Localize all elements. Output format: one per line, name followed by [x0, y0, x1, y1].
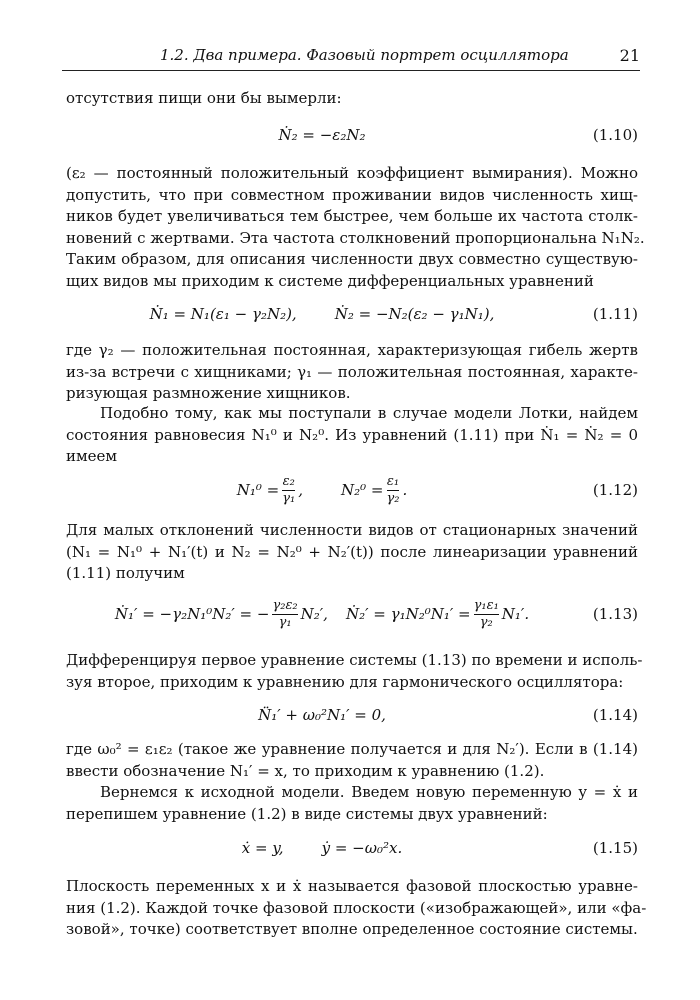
header-rule — [62, 70, 640, 71]
text-line: состояния равновесия N₁⁰ и N₂⁰. Из уравнений (1.11) при Ṅ₁ = Ṅ₂ = 0 — [66, 425, 638, 444]
equation-1-10 — [66, 115, 638, 155]
running-header — [160, 46, 640, 68]
text-line: где γ₂ — положительная постоянная, характеризующая гибель жертв — [66, 341, 638, 359]
equation-body: Ṅ₂ = −ε₂N₂ — [278, 126, 366, 144]
text-line: из-за встречи с хищниками; γ₁ — положительная постоянная, характе- — [66, 362, 638, 381]
text-line: Вернемся к исходной модели. Введем новую переменную y = ẋ и — [100, 783, 638, 801]
text-line: ризующая размножение хищников. — [66, 384, 351, 402]
equation-1-13 — [66, 594, 638, 634]
text-line: имеем — [66, 447, 118, 465]
equation-part: Ṅ₂′ = γ₁N₂⁰N₁′ = — [345, 605, 471, 623]
text-line: ния (1.2). Каждой точке фазовой плоскости («изображающей», или «фа- — [66, 898, 647, 917]
page-number: 21 — [619, 46, 640, 65]
text-line: где ω₀² = ε₁ε₂ (такое же уравнение получается и для N₂′). Если в (1.14) — [66, 740, 638, 758]
text-line: Плоскость переменных x и ẋ называется фазовой плоскостью уравне- — [66, 877, 638, 895]
equation-body — [66, 828, 578, 868]
fraction-numerator: γ₁ε₁ — [473, 597, 499, 613]
paragraph-2 — [66, 163, 645, 292]
text-line: новений с жертвами. Эта частота столкновений пропорциональна N₁N₂. — [66, 228, 645, 247]
section-title: 1.2. Два примера. Фазовый портрет осциллятора — [160, 46, 569, 64]
fraction — [387, 474, 400, 507]
fraction-numerator: ε₁ — [386, 473, 400, 489]
equation-part: , — [298, 481, 303, 499]
equation-body — [66, 470, 578, 510]
equation-part: . — [402, 481, 408, 499]
equation-1-11 — [66, 294, 638, 334]
equation-body — [66, 594, 578, 634]
equation-part: Ṅ₁ = N₁(ε₁ − γ₂N₂), — [149, 305, 297, 323]
equation-part: Ṅ₁′ = −γ₂N₁⁰N₂′ = − — [114, 605, 270, 623]
text-line: (1.11) получим — [66, 564, 185, 582]
equation-part: ẏ = −ω₀²x. — [321, 839, 403, 857]
text-line: зуя второе, приходим к уравнению для гармонического осциллятора: — [66, 672, 624, 691]
paragraph-3 — [66, 340, 638, 405]
fraction-denominator: γ₂ — [386, 490, 400, 506]
paragraph-8 — [66, 782, 638, 825]
fraction — [282, 474, 295, 507]
equation-1-15 — [66, 828, 638, 868]
equation-number: (1.10) — [592, 126, 638, 144]
paragraph-1 — [66, 88, 638, 110]
fraction-numerator: γ₂ε₂ — [272, 597, 298, 613]
equation-part: N₂′, — [300, 605, 328, 623]
equation-number: (1.12) — [592, 481, 638, 499]
equation-part: N₁′. — [501, 605, 530, 623]
equation-part: ẋ = y, — [241, 839, 284, 857]
text-line: Для малых отклонений численности видов от стационарных значений — [66, 521, 638, 539]
text-line: Подобно тому, как мы поступали в случае модели Лотки, найдем — [100, 404, 638, 422]
text-line: перепишем уравнение (1.2) в виде системы двух уравнений: — [66, 804, 548, 823]
text-line: отсутствия пищи они бы вымерли: — [66, 89, 342, 107]
paragraph-5 — [66, 520, 638, 585]
equation-body — [66, 294, 578, 334]
text-line: Дифференцируя первое уравнение системы (1.13) по времени и исполь- — [66, 651, 643, 669]
text-line: щих видов мы приходим к системе дифференциальных уравнений — [66, 271, 594, 290]
paragraph-9 — [66, 876, 647, 941]
equation-1-14 — [66, 695, 638, 735]
equation-1-12 — [66, 470, 638, 510]
equation-number: (1.14) — [592, 706, 638, 724]
equation-number: (1.13) — [592, 605, 638, 623]
fraction — [272, 598, 297, 631]
fraction-denominator: γ₁ — [282, 490, 296, 506]
text-line: Таким образом, для описания численности двух совместно существую- — [66, 250, 638, 268]
equation-part: Ṅ₂ = −N₂(ε₂ − γ₁N₁), — [334, 305, 495, 323]
text-line: (N₁ = N₁⁰ + N₁′(t) и N₂ = N₂⁰ + N₂′(t)) после линеаризации уравнений — [66, 542, 638, 561]
fraction-denominator: γ₁ — [278, 614, 292, 630]
equation-number: (1.15) — [592, 839, 638, 857]
equation-part: N₁⁰ = — [236, 481, 280, 499]
text-line: зовой», точке) соответствует вполне определенное состояние системы. — [66, 920, 638, 938]
fraction-denominator: γ₂ — [479, 614, 493, 630]
text-line: допустить, что при совместном проживании видов численность хищ- — [66, 185, 638, 204]
fraction — [474, 598, 499, 631]
equation-part: N₂⁰ = — [341, 481, 384, 499]
text-line: (ε₂ — постоянный положительный коэффициент вымирания). Можно — [66, 164, 638, 182]
paragraph-6 — [66, 650, 643, 693]
fraction-numerator: ε₂ — [282, 473, 295, 489]
paragraph-4 — [66, 403, 638, 468]
text-line: ввести обозначение N₁′ = x, то приходим к уравнению (1.2). — [66, 761, 545, 780]
equation-body: N̈₁′ + ω₀²N₁′ = 0, — [258, 706, 386, 724]
text-line: ников будет увеличиваться тем быстрее, чем больше их частота столк- — [66, 207, 638, 225]
equation-number: (1.11) — [592, 305, 638, 323]
paragraph-7 — [66, 739, 638, 782]
